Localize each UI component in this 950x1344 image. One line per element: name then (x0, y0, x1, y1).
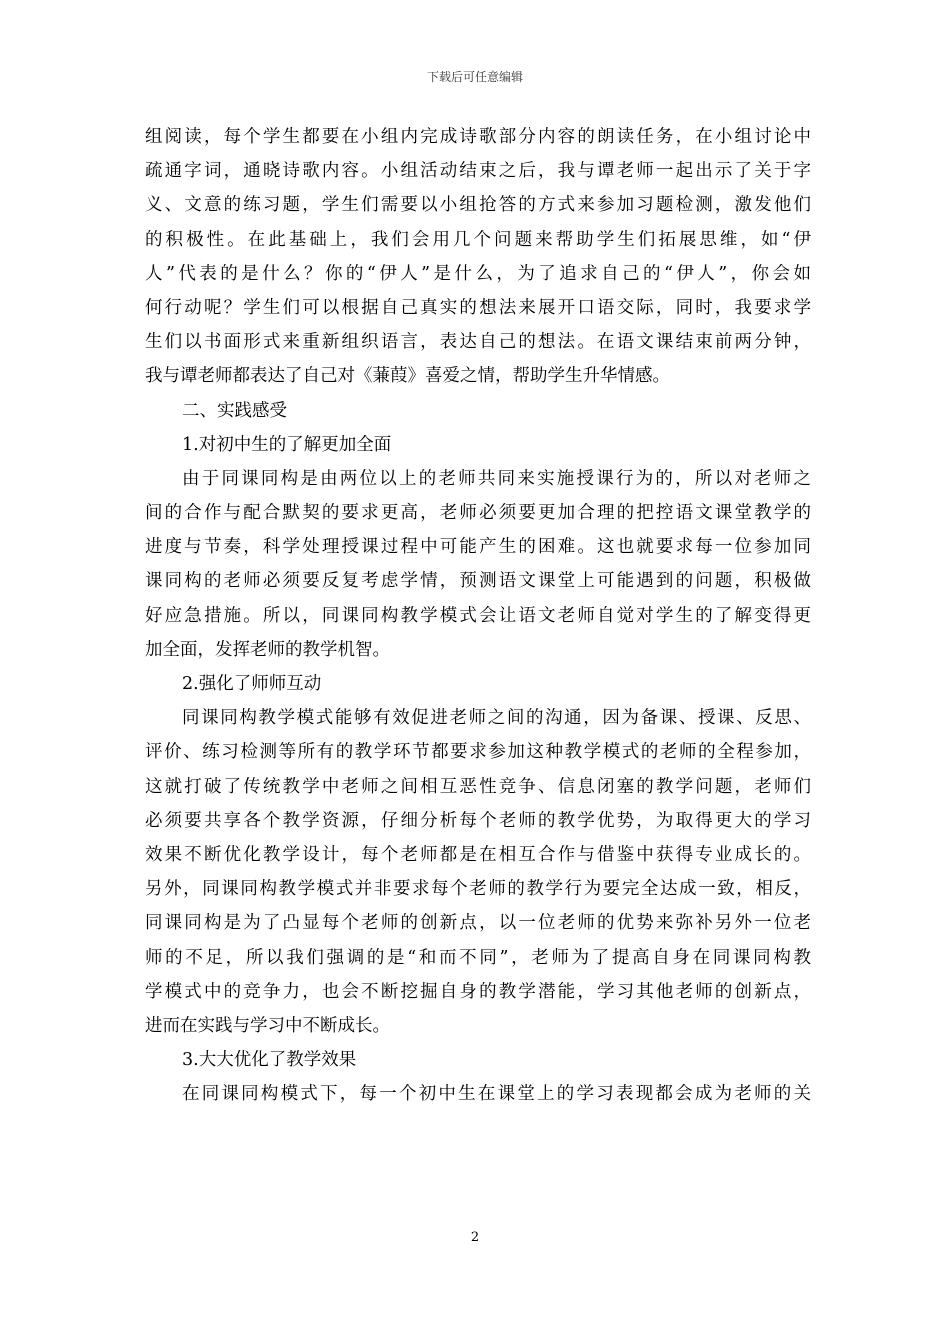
text-line: 组阅读，每个学生都要在小组内完成诗歌部分内容的朗读任务，在小组讨论中 (145, 127, 811, 147)
text-line: 1.对初中生的了解更加全面 (182, 434, 392, 455)
text-line: 同课同构是为了凸显每个老师的创新点，以一位老师的优势来弥补另外一位老 (145, 913, 811, 934)
text-line: 同课同构教学模式能够有效促进老师之间的沟通，因为备课、授课、反思、 (182, 708, 811, 729)
text-line: 评价、练习检测等所有的教学环节都要求参加这种教学模式的老师的全程参加， (145, 742, 811, 763)
text-line: 好应急措施。所以，同课同构教学模式会让语文老师自觉对学生的了解变得更 (145, 605, 811, 626)
text-line: 效果不断优化教学设计，每个老师都是在相互合作与借鉴中获得专业成长的。 (145, 844, 811, 865)
text-line: 2.强化了师师互动 (182, 674, 322, 694)
text-line: 加全面，发挥老师的教学机智。 (145, 639, 390, 660)
text-line: 疏通字词，通晓诗歌内容。小组活动结束之后，我与谭老师一起出示了关于字 (145, 161, 811, 182)
page-header: 下载后可任意编辑 (426, 70, 523, 84)
text-line: 这就打破了传统教学中老师之间相互恶性竞争、信息闭塞的教学问题，老师们 (145, 776, 811, 797)
document-body (145, 120, 811, 1111)
text-line: 由于同课同构是由两位以上的老师共同来实施授课行为的，所以对老师之 (182, 468, 811, 489)
text-line: 3.大大优化了教学效果 (182, 1050, 357, 1071)
text-line: 间的合作与配合默契的要求更高，老师必须要更加合理的把控语文课堂教学的 (145, 503, 811, 524)
text-line: 义、文意的练习题，学生们需要以小组抢答的方式来参加习题检测，激发他们 (145, 195, 811, 216)
text-line: 的积极性。在此基础上，我们会用几个问题来帮助学生们拓展思维，如“伊 (145, 229, 811, 250)
text-line: 师的不足，所以我们强调的是“和而不同”，老师为了提高自身在同课同构教 (145, 947, 811, 968)
text-line: 课同构的老师必须要反复考虑学情，预测语文课堂上可能遇到的问题，积极做 (145, 571, 811, 592)
text-line: 进而在实践与学习中不断成长。 (145, 1015, 390, 1036)
text-line: 进度与节奏，科学处理授课过程中可能产生的困难。这也就要求每一位参加同 (145, 537, 811, 558)
text-line: 二、实践感受 (182, 400, 287, 421)
text-line: 何行动呢？学生们可以根据自己真实的想法来展开口语交际，同时，我要求学 (145, 297, 811, 318)
page-number: 2 (470, 1230, 480, 1245)
text-line: 必须要共享各个教学资源，仔细分析每个老师的教学优势，为取得更大的学习 (145, 810, 811, 831)
text-line: 生们以书面形式来重新组织语言，表达自己的想法。在语文课结束前两分钟， (145, 332, 811, 353)
text-line: 人”代表的是什么？你的“伊人”是什么，为了追求自己的“伊人”，你会如 (145, 263, 811, 284)
text-line: 学模式中的竞争力，也会不断挖掘自身的教学潜能，学习其他老师的创新点， (145, 981, 811, 1002)
text-line: 另外，同课同构教学模式并非要求每个老师的教学行为要完全达成一致，相反， (145, 879, 811, 900)
text-line: 在同课同构模式下，每一个初中生在课堂上的学习表现都会成为老师的关 (182, 1084, 811, 1105)
text-line: 我与谭老师都表达了自己对《蒹葭》喜爱之情，帮助学生升华情感。 (145, 366, 670, 387)
